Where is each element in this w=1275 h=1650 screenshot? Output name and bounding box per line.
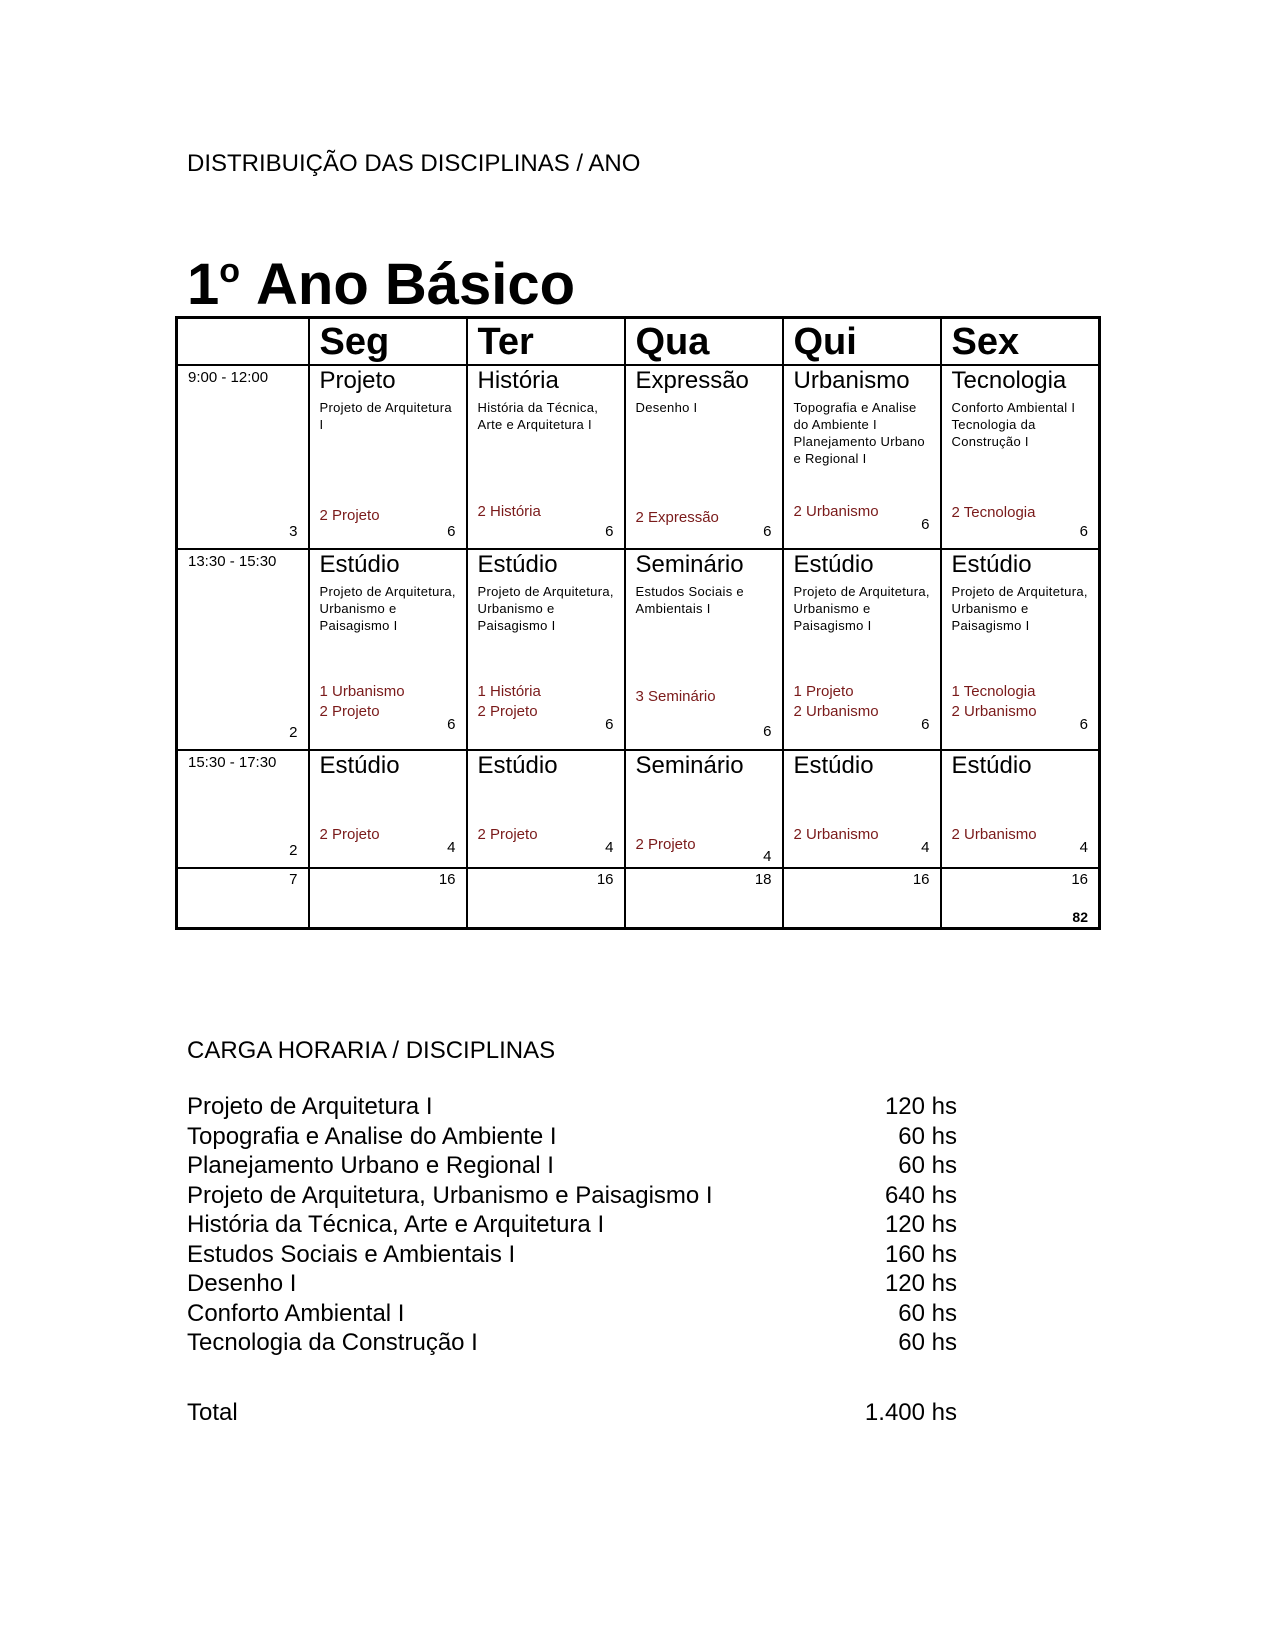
cell-hours: 6 <box>447 716 456 733</box>
hour-split-list <box>478 825 538 845</box>
corner-cell <box>177 318 309 366</box>
day-total: 16 <box>596 871 614 888</box>
schedule-cell <box>783 365 941 549</box>
slot-hours: 3 <box>289 523 298 540</box>
cell-hours: 6 <box>1079 523 1088 540</box>
cell-hours: 4 <box>921 839 930 856</box>
discipline-hours: 60 hs <box>898 1299 957 1327</box>
discipline-name: História da Técnica, Arte e Arquitetura I <box>187 1211 605 1238</box>
grand-total: 82 <box>1072 909 1088 925</box>
discipline-name: Estudos Sociais e Ambientais I <box>187 1240 516 1268</box>
hour-split: 2 Projeto <box>477 826 538 843</box>
day-header-cell <box>783 318 941 366</box>
area-title: Estúdio <box>477 752 558 779</box>
time-label: 15:30 - 17:30 <box>188 754 277 771</box>
discipline-hours: 640 hs <box>884 1181 957 1209</box>
time-cell <box>177 549 309 750</box>
schedule-cell <box>783 549 941 750</box>
hour-split-list <box>478 682 541 722</box>
schedule-cell <box>625 549 783 750</box>
cell-hours: 4 <box>1079 839 1088 856</box>
discipline-list: Conforto Ambiental I Tecnologia da Construção I <box>951 400 1076 449</box>
hour-split: 2 Urbanismo <box>793 703 879 720</box>
hour-split: 2 Urbanismo <box>951 826 1037 843</box>
hour-split-list <box>636 508 719 528</box>
schedule-cell <box>941 549 1100 750</box>
hour-split-list <box>794 682 879 722</box>
day-header-cell <box>309 318 467 366</box>
hour-split: 2 Tecnologia <box>951 504 1036 521</box>
hour-split-list <box>794 502 879 522</box>
hour-split-list <box>636 835 696 855</box>
discipline-hours: 120 hs <box>884 1093 957 1120</box>
area-title: Urbanismo <box>793 367 910 394</box>
load-total-label: Total <box>187 1399 238 1426</box>
hour-split: 2 Expressão <box>635 509 719 526</box>
cell-hours: 6 <box>605 716 614 733</box>
schedule-cell <box>467 549 625 750</box>
load-total-hours: 1.400 hs <box>864 1399 957 1426</box>
hour-split: 1 Projeto <box>793 683 854 700</box>
heading-load: CARGA HORARIA / DISCIPLINAS <box>187 1037 556 1064</box>
discipline-name: Projeto de Arquitetura, Urbanismo e Paisagismo I <box>187 1181 713 1209</box>
day-total: 16 <box>1071 871 1088 888</box>
day-name: Seg <box>319 321 390 363</box>
hour-split-list <box>636 687 716 707</box>
day-name: Qui <box>793 321 857 363</box>
slot-row <box>177 549 1100 750</box>
day-name: Sex <box>951 321 1020 363</box>
area-title: Estúdio <box>477 551 558 578</box>
area-title: Estúdio <box>793 752 874 779</box>
load-row <box>187 1299 957 1329</box>
schedule-cell <box>467 750 625 868</box>
load-row <box>187 1328 957 1358</box>
slot-row <box>177 750 1100 868</box>
day-header-cell <box>625 318 783 366</box>
discipline-hours: 160 hs <box>884 1240 957 1268</box>
hour-split-list <box>794 825 879 845</box>
discipline-name: Conforto Ambiental I <box>187 1299 405 1327</box>
discipline-hours: 120 hs <box>884 1211 957 1238</box>
load-row <box>187 1092 957 1122</box>
discipline-hours: 60 hs <box>898 1152 957 1179</box>
schedule-cell <box>941 750 1100 868</box>
area-title: Seminário <box>635 551 744 578</box>
area-title: Estúdio <box>319 551 400 578</box>
discipline-list: Projeto de Arquitetura, Urbanismo e Paisagismo I <box>951 584 1088 633</box>
area-title: Expressão <box>635 367 749 394</box>
schedule-cell <box>783 750 941 868</box>
discipline-name: Projeto de Arquitetura I <box>187 1093 433 1120</box>
day-header-cell <box>941 318 1100 366</box>
day-name: Ter <box>477 321 534 363</box>
discipline-name: Planejamento Urbano e Regional I <box>187 1152 554 1179</box>
load-total <box>187 1398 957 1428</box>
cell-hours: 4 <box>763 848 772 865</box>
hour-split: 2 História <box>477 503 541 520</box>
schedule-cell <box>309 365 467 549</box>
day-header-cell <box>467 318 625 366</box>
slot-hours: 2 <box>289 724 298 741</box>
day-header-row <box>177 318 1100 366</box>
area-title: Seminário <box>635 752 744 779</box>
hour-split: 2 Urbanismo <box>793 503 879 520</box>
discipline-list: Projeto de Arquitetura, Urbanismo e Paisagismo I <box>793 584 930 633</box>
discipline-name: Topografia e Analise do Ambiente I <box>187 1122 557 1150</box>
area-title: Estúdio <box>951 551 1032 578</box>
cell-hours: 6 <box>1079 716 1088 733</box>
time-cell <box>177 750 309 868</box>
schedule-cell <box>625 750 783 868</box>
hour-split: 1 História <box>477 683 541 700</box>
load-row <box>187 1122 957 1152</box>
cell-hours: 6 <box>605 523 614 540</box>
discipline-list: Topografia e Analise do Ambiente I Planejamento Urbano e Regional I <box>793 400 925 466</box>
cell-hours: 6 <box>447 523 456 540</box>
discipline-list: Projeto de Arquitetura I <box>319 400 452 432</box>
day-total: 16 <box>438 871 456 888</box>
cell-hours: 6 <box>921 516 930 533</box>
area-title: Tecnologia <box>951 367 1067 394</box>
day-total-cell <box>625 868 783 929</box>
hour-split: 1 Urbanismo <box>319 683 405 700</box>
day-total: 18 <box>754 871 772 888</box>
time-cell <box>177 365 309 549</box>
schedule-cell <box>625 365 783 549</box>
slot-hours: 2 <box>289 842 298 859</box>
load-row <box>187 1269 957 1299</box>
discipline-hours: 60 hs <box>898 1329 957 1356</box>
cell-hours: 6 <box>763 723 772 740</box>
hour-split: 2 Projeto <box>319 703 380 720</box>
discipline-hours: 60 hs <box>898 1122 957 1150</box>
hour-split: 2 Projeto <box>319 826 380 843</box>
hour-split: 3 Seminário <box>635 688 716 705</box>
load-row <box>187 1181 957 1211</box>
slot-row <box>177 365 1100 549</box>
year-title <box>187 252 576 317</box>
day-total-cell <box>941 868 1100 929</box>
load-row <box>187 1151 957 1181</box>
day-name: Qua <box>635 321 710 363</box>
schedule-cell <box>941 365 1100 549</box>
load-list <box>187 1092 957 1358</box>
hour-split: 2 Projeto <box>319 507 380 524</box>
schedule-cell <box>309 750 467 868</box>
totals-row <box>177 868 1100 929</box>
area-title: Estúdio <box>793 551 874 578</box>
hour-split: 2 Projeto <box>477 703 538 720</box>
totals-time-cell <box>177 868 309 929</box>
load-row <box>187 1210 957 1240</box>
discipline-list: Projeto de Arquitetura, Urbanismo e Paisagismo I <box>477 584 614 633</box>
hour-split-list <box>320 682 405 722</box>
hour-split-list <box>320 825 380 845</box>
hour-split: 2 Projeto <box>635 836 696 853</box>
discipline-list: História da Técnica, Arte e Arquitetura I <box>477 400 599 432</box>
hour-split-list <box>952 682 1037 722</box>
cell-hours: 6 <box>921 716 930 733</box>
time-label: 9:00 - 12:00 <box>188 369 269 386</box>
schedule-cell <box>467 365 625 549</box>
year-label: Ano Básico <box>256 252 576 317</box>
discipline-list: Desenho I <box>635 400 698 415</box>
schedule-table <box>175 316 1101 930</box>
hour-split: 1 Tecnologia <box>951 683 1036 700</box>
day-total-cell <box>467 868 625 929</box>
discipline-name: Tecnologia da Construção I <box>187 1329 478 1356</box>
schedule-cell <box>309 549 467 750</box>
heading-distribution: DISTRIBUIÇÃO DAS DISCIPLINAS / ANO <box>187 150 641 177</box>
slot-hours-total: 7 <box>289 871 298 888</box>
cell-hours: 4 <box>447 839 456 856</box>
year-ordinal: o <box>219 252 241 290</box>
area-title: Estúdio <box>319 752 400 779</box>
day-total-cell <box>783 868 941 929</box>
hour-split-list <box>320 506 380 526</box>
discipline-list: Estudos Sociais e Ambientais I <box>635 584 744 616</box>
area-title: Estúdio <box>951 752 1032 779</box>
area-title: Projeto <box>319 367 396 394</box>
hour-split: 2 Urbanismo <box>793 826 879 843</box>
hour-split-list <box>952 825 1037 845</box>
day-total: 16 <box>912 871 930 888</box>
cell-hours: 6 <box>763 523 772 540</box>
time-label: 13:30 - 15:30 <box>188 553 277 570</box>
discipline-list: Projeto de Arquitetura, Urbanismo e Paisagismo I <box>319 584 456 633</box>
discipline-hours: 120 hs <box>884 1270 957 1297</box>
day-total-cell <box>309 868 467 929</box>
area-title: História <box>477 367 559 394</box>
cell-hours: 4 <box>605 839 614 856</box>
hour-split: 2 Urbanismo <box>951 703 1037 720</box>
hour-split-list <box>478 502 541 522</box>
discipline-name: Desenho I <box>187 1270 297 1297</box>
year-number: 1 <box>187 252 220 317</box>
load-row <box>187 1240 957 1270</box>
hour-split-list <box>952 503 1036 523</box>
